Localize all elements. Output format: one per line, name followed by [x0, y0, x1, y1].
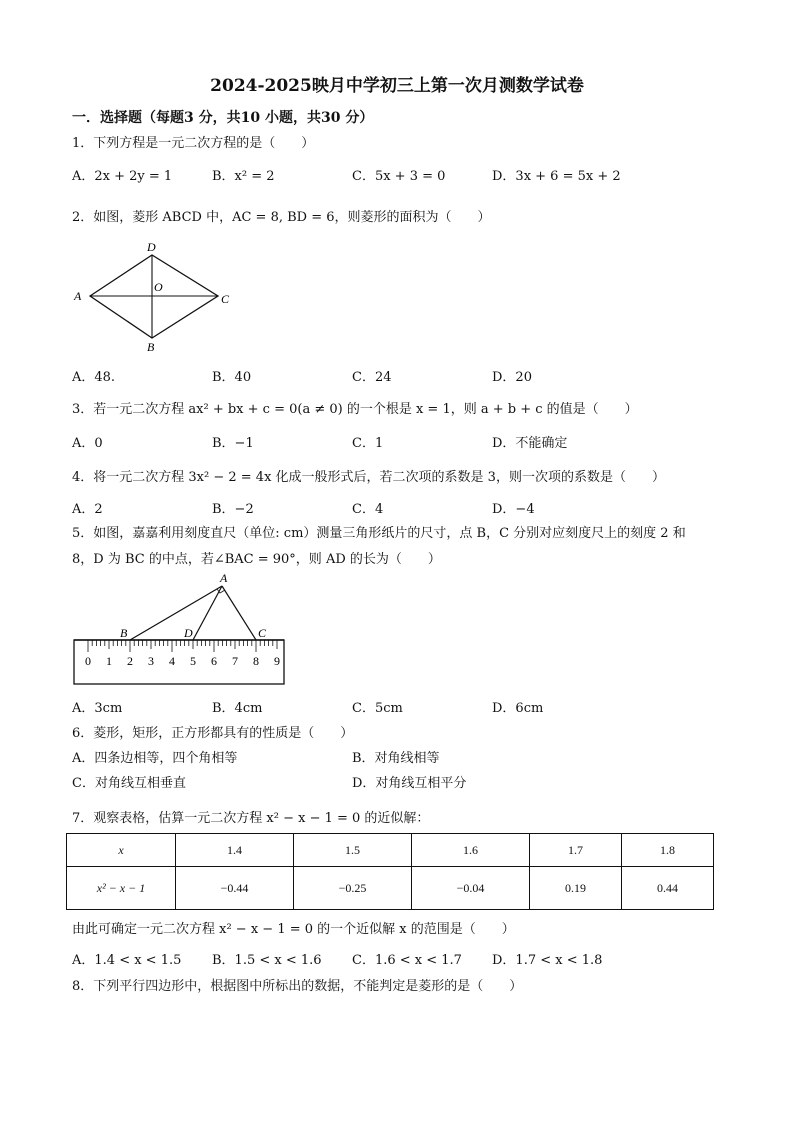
label-O: O [154, 280, 163, 294]
q5-option-a: A．3cm [72, 701, 123, 716]
q3-option-d: D．不能确定 [492, 436, 568, 451]
q3-option-c: C．1 [352, 436, 384, 451]
table-cell: 1.8 [621, 834, 713, 867]
question-5-stem-line1: 5．如图，嘉嘉利用刻度直尺（单位: cm）测量三角形纸片的尺寸，点 B，C 分别对应刻度尺上的刻度 2 和 [72, 526, 686, 541]
q2-option-c: C．24 [352, 370, 392, 385]
table-cell: x² − x − 1 [67, 867, 176, 910]
question-1-stem: 1．下列方程是一元二次方程的是（ ） [72, 136, 315, 151]
q7-option-d: D．1.7 < x < 1.8 [492, 953, 603, 968]
question-2-stem: 2．如图，菱形 ABCD 中，AC = 8, BD = 6，则菱形的面积为（ ） [72, 210, 491, 225]
q4-option-d: D．−4 [492, 502, 535, 517]
section-heading: 一．选择题（每题3 分，共10 小题，共30 分） [72, 110, 374, 126]
table-cell: 1.4 [176, 834, 294, 867]
question-3-stem: 3．若一元二次方程 ax² + bx + c = 0(a ≠ 0) 的一个根是 x = 1，则 a + b + c 的值是（ ） [72, 402, 638, 417]
question-7-stem: 7．观察表格，估算一元二次方程 x² − x − 1 = 0 的近似解： [72, 811, 430, 826]
q1-option-c: C．5x + 3 = 0 [352, 169, 446, 184]
q4-option-a: A．2 [72, 502, 103, 517]
q1-option-b: B．x² = 2 [212, 169, 275, 184]
table-cell: −0.25 [293, 867, 411, 910]
table-cell: 0.44 [621, 867, 713, 910]
q3-option-a: A．0 [72, 436, 103, 451]
label-D: D [147, 240, 156, 254]
table-row [67, 867, 714, 910]
q2-option-a: A．48. [72, 370, 116, 385]
label-A: A [220, 572, 228, 585]
q7-option-a: A．1.4 < x < 1.5 [72, 953, 182, 968]
table-row [67, 834, 714, 867]
q5-option-d: D．6cm [492, 701, 544, 716]
label-D: D [184, 626, 193, 640]
table-cell: 0.19 [529, 867, 621, 910]
q6-option-c: C．对角线互相垂直 [72, 776, 186, 791]
q2-option-d: D．20 [492, 370, 532, 385]
label-B: B [120, 626, 128, 640]
q1-option-d: D．3x + 6 = 5x + 2 [492, 169, 621, 184]
q1-option-a: A．2x + 2y = 1 [72, 169, 173, 184]
q3-option-b: B．−1 [212, 436, 254, 451]
question-4-stem: 4．将一元二次方程 3x² − 2 = 4x 化成一般形式后，若二次项的系数是 3，则一次项的系数是（ ） [72, 470, 665, 485]
q7-option-c: C．1.6 < x < 1.7 [352, 953, 462, 968]
q6-option-d: D．对角线互相平分 [352, 776, 467, 791]
tick-7: 7 [232, 654, 238, 668]
label-C: C [258, 626, 267, 640]
q2-option-b: B．40 [212, 370, 252, 385]
q7-option-b: B．1.5 < x < 1.6 [212, 953, 322, 968]
tick-9: 9 [274, 654, 280, 668]
question-8-stem: 8．下列平行四边形中，根据图中所标出的数据，不能判定是菱形的是（ ） [72, 979, 523, 994]
label-B: B [147, 340, 155, 354]
table-cell: x [67, 834, 176, 867]
tick-3: 3 [148, 654, 154, 668]
table-cell: −0.04 [411, 867, 529, 910]
table-cell: −0.44 [176, 867, 294, 910]
table-cell: 1.7 [529, 834, 621, 867]
q5-option-b: B．4cm [212, 701, 263, 716]
tick-1: 1 [106, 654, 112, 668]
table-cell: 1.5 [293, 834, 411, 867]
question-6-stem: 6．菱形，矩形，正方形都具有的性质是（ ） [72, 726, 354, 741]
ruler-triangle-figure [70, 572, 290, 690]
question-5-stem-line2: 8，D 为 BC 的中点，若∠BAC = 90°，则 AD 的长为（ ） [72, 552, 441, 567]
tick-5: 5 [190, 654, 196, 668]
tick-4: 4 [169, 654, 175, 668]
values-table [66, 833, 714, 910]
q6-option-b: B．对角线相等 [352, 751, 440, 766]
q5-option-c: C．5cm [352, 701, 403, 716]
q6-option-a: A．四条边相等，四个角相等 [72, 751, 238, 766]
tick-0: 0 [85, 654, 91, 668]
tick-2: 2 [127, 654, 133, 668]
q4-option-c: C．4 [352, 502, 384, 517]
question-7-follow: 由此可确定一元二次方程 x² − x − 1 = 0 的一个近似解 x 的范围是（ ） [72, 922, 515, 937]
rhombus-figure [70, 238, 240, 358]
tick-8: 8 [253, 654, 259, 668]
label-C: C [221, 292, 230, 306]
page-title: 2024-2025映月中学初三上第一次月测数学试卷 [210, 76, 584, 96]
tick-6: 6 [211, 654, 217, 668]
label-A: A [74, 289, 82, 303]
table-cell: 1.6 [411, 834, 529, 867]
q4-option-b: B．−2 [212, 502, 254, 517]
